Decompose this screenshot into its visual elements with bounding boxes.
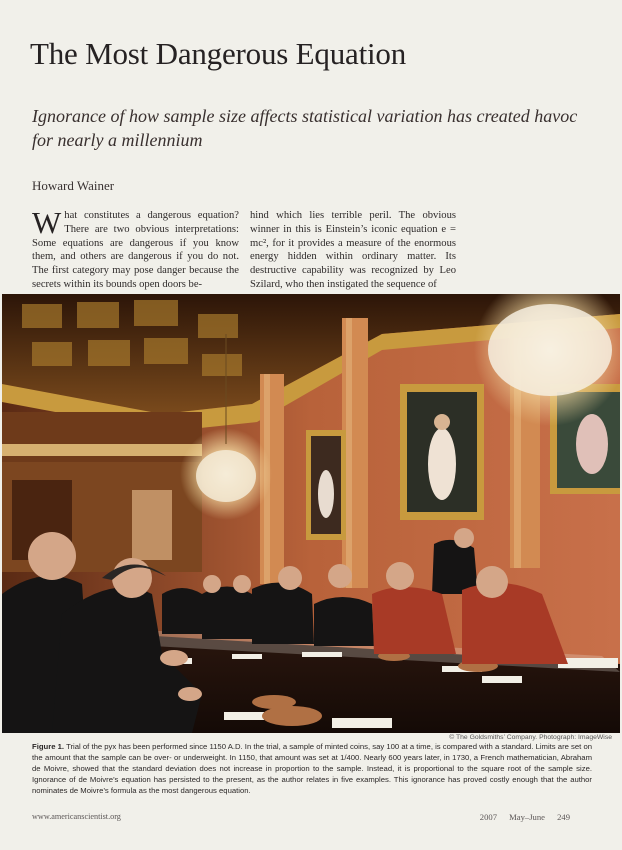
photo-credit: © The Goldsmiths’ Company. Photograph: ImageWise [449, 734, 612, 741]
body-column-1 [32, 205, 239, 292]
figure-caption-text: Trial of the pyx has been performed since 1150 A.D. In the trial, a sample of minted coins, say 100 at a time, is compared with a standard. Limits are set on the amount that the sample can be over- or underweight. In 1150, that amount was set at 1/400. Nearly 600 years later, in 1730, a French mathematician, Abraham de Moivre, showed that the standard deviation does not increase in proportion to the sample. Instead, it is proportional to the square root of the sample size. Ignorance of de Moivre’s equation has persisted to the present, as the author relates in five examples. This ignorance has proved costly enough that the author nominates de Moivre’s formula as the most dangerous equation. [32, 742, 593, 795]
footer-website: www.americanscientist.org [32, 812, 121, 821]
article-subtitle: Ignorance of how sample size affects statistical variation has created havoc for nearly a millennium [32, 106, 578, 150]
body-column-1-text: hat constitutes a dangerous equation? There are two obvious interpretations: Some equations are dangerous if you know them, and others are dangerous if you do not. The first category may pose danger because the secrets within its bounds open doors be- [32, 210, 239, 290]
footer-page-number: 249 [557, 812, 570, 822]
figure-caption [32, 742, 592, 797]
footer-issue: May–June [509, 812, 545, 822]
drop-cap: W [32, 205, 62, 240]
hall-photo-illustration [2, 294, 620, 733]
body-column-2: hind which lies terrible peril. The obvious winner in this is Einstein’s iconic equation e = mc², for it provides a measure of the enormous energy hidden within ordinary matter. Its destructive capability was recognized by Leo Szilard, who then instigated the sequence of [250, 210, 456, 290]
footer-year: 2007 [479, 812, 497, 822]
figure-photo-goldsmiths-hall [2, 294, 620, 733]
article-title: The Most Dangerous Equation [30, 36, 406, 71]
figure-label: Figure 1. [32, 742, 65, 751]
footer-issue-info [470, 812, 570, 822]
article-author: Howard Wainer [32, 178, 115, 193]
